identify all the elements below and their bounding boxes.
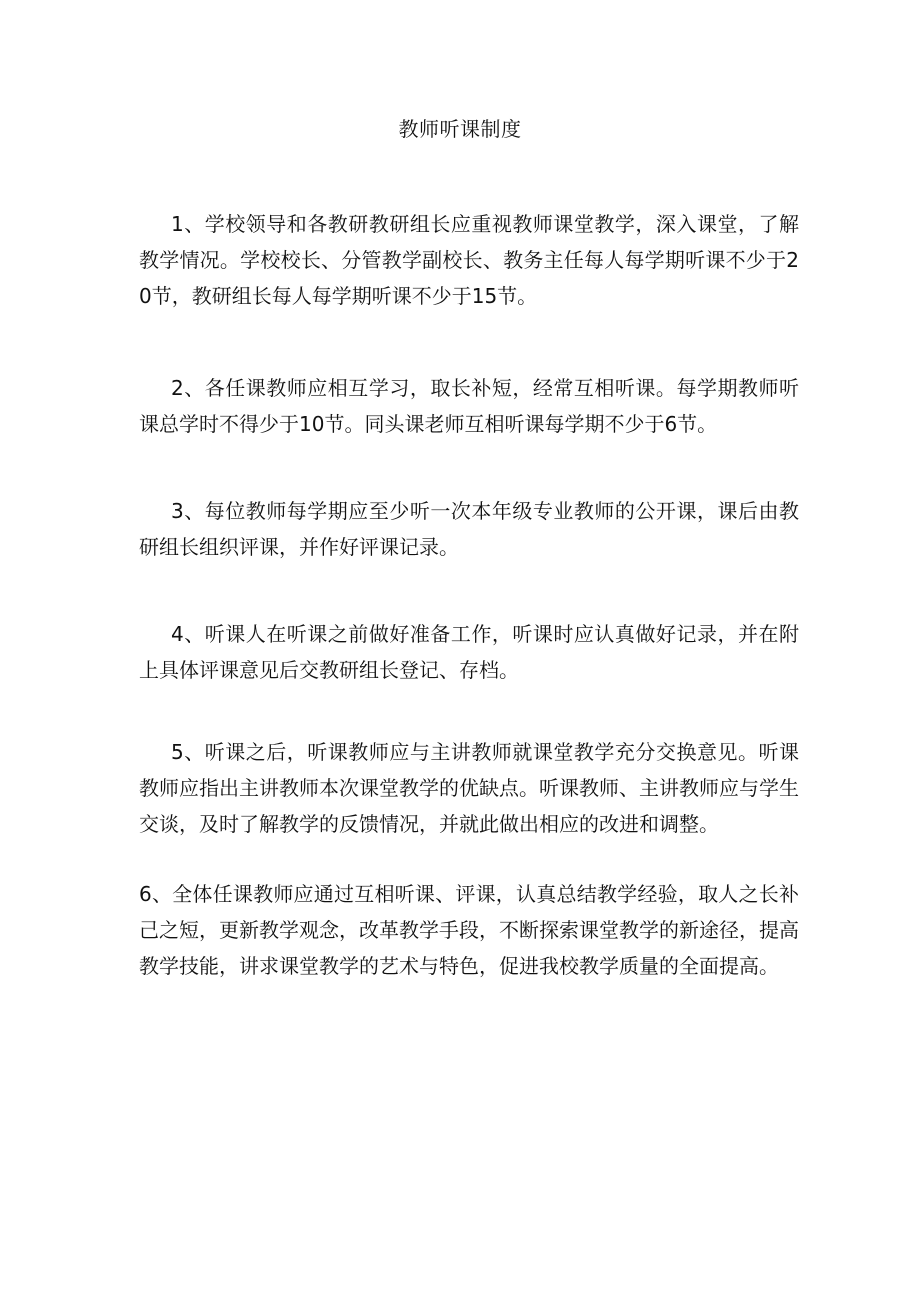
document-title: 教师听课制度 bbox=[398, 117, 522, 141]
paragraph-2: 2、各任课教师应相互学习，取长补短，经常互相听课。每学期教师听课总学时不得少于10节。同头课老师互相听课每学期不少于6节。 bbox=[139, 376, 799, 436]
paragraph-3: 3、每位教师每学期应至少听一次本年级专业教师的公开课，课后由教研组长组织评课，并作好评课记录。 bbox=[139, 499, 799, 559]
paragraph-4: 4、听课人在听课之前做好准备工作，听课时应认真做好记录，并在附上具体评课意见后交教研组长登记、存档。 bbox=[139, 622, 799, 682]
paragraph-1: 1、学校领导和各教研教研组长应重视教师课堂教学，深入课堂，了解教学情况。学校校长、分管教学副校长、教务主任每人每学期听课不少于20节，教研组长每人每学期听课不少于15节。 bbox=[139, 212, 799, 308]
paragraph-5: 5、听课之后，听课教师应与主讲教师就课堂教学充分交换意见。听课教师应指出主讲教师本次课堂教学的优缺点。听课教师、主讲教师应与学生交谈，及时了解教学的反馈情况，并就此做出相应的改进和调整。 bbox=[139, 740, 799, 836]
paragraph-6: 6、全体任课教师应通过互相听课、评课，认真总结教学经验，取人之长补己之短，更新教学观念，改革教学手段，不断探索课堂教学的新途径，提高教学技能，讲求课堂教学的艺术与特色，促进我校教学质量的全面提高。 bbox=[139, 882, 799, 978]
